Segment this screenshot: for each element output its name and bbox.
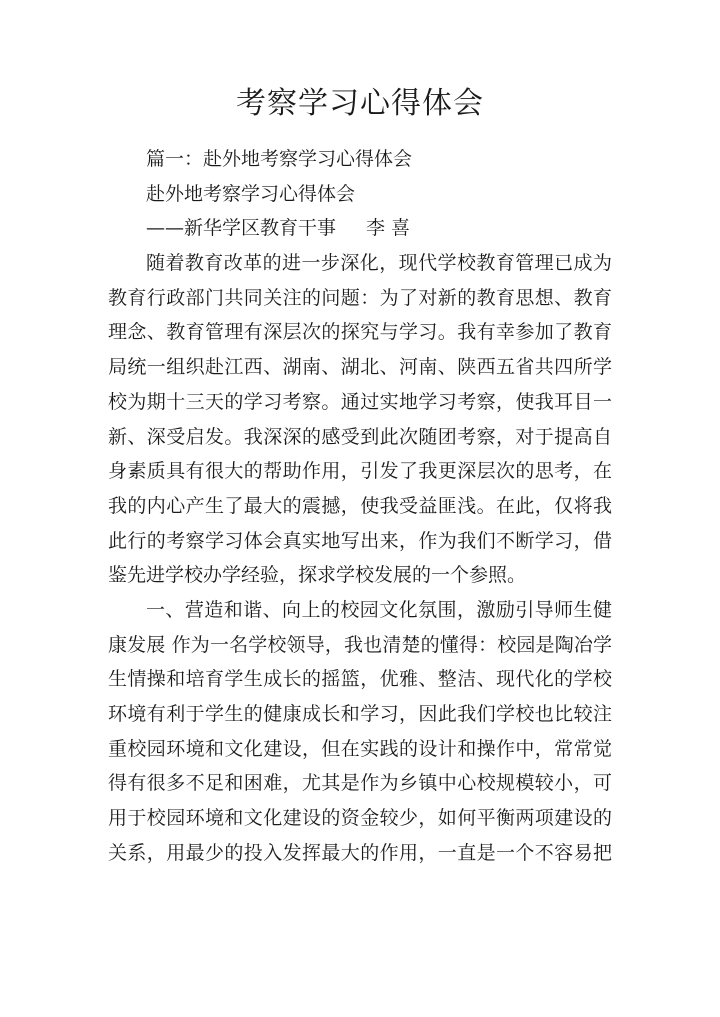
paragraph-1 xyxy=(108,246,612,593)
paragraph-2 xyxy=(108,593,612,871)
paragraph-line: 理念、教育管理有深层次的探究与学习。我有幸参加了教育 xyxy=(108,321,612,344)
paragraph-line: 生情操和培育学生成长的摇篮，优雅、整洁、现代化的学校 xyxy=(108,668,612,691)
paragraph-line: 重校园环境和文化建设，但在实践的设计和操作中，常常觉 xyxy=(108,737,612,760)
document-title: 考察学习心得体会 xyxy=(236,86,484,121)
paragraph-line: 环境有利于学生的健康成长和学习，因此我们学校也比较注 xyxy=(108,703,612,725)
paragraph-line: 我的内心产生了最大的震撼，使我受益匪浅。在此，仅将我 xyxy=(108,494,612,517)
document-body xyxy=(108,142,612,870)
paragraph-line: 关系，用最少的投入发挥最大的作用，一直是一个不容易把 xyxy=(108,841,612,864)
author-prefix: ——新华学区教育干事 xyxy=(146,217,337,240)
author-name: 李 喜 xyxy=(366,217,411,240)
chapter-label: 篇一：赴外地考察学习心得体会 xyxy=(146,148,413,170)
paragraph-line: 一、营造和谐、向上的校园文化氛围，激励引导师生健 xyxy=(146,598,612,621)
paragraph-line: 局统一组织赴江西、湖南、湖北、河南、陕西五省共四所学 xyxy=(108,356,612,379)
paragraph-line: 用于校园环境和文化建设的资金较少，如何平衡两项建设的 xyxy=(108,807,612,830)
paragraph-line: 新、深受启发。我深深的感受到此次随团考察，对于提高自 xyxy=(108,425,612,448)
paragraph-line: 校为期十三天的学习考察。通过实地学习考察，使我耳目一 xyxy=(108,390,612,413)
paragraph-line: 鉴先进学校办学经验，探求学校发展的一个参照。 xyxy=(108,564,527,587)
paragraph-line: 康发展 作为一名学校领导，我也清楚的懂得：校园是陶冶学 xyxy=(108,633,612,656)
author-line xyxy=(108,211,612,246)
paragraph-line: 此行的考察学习体会真实地写出来，作为我们不断学习，借 xyxy=(108,529,612,552)
document-subtitle: 赴外地考察学习心得体会 xyxy=(146,182,356,205)
paragraph-line: 得有很多不足和困难，尤其是作为乡镇中心校规模较小，可 xyxy=(108,772,612,795)
paragraph-line: 随着教育改革的进一步深化，现代学校教育管理已成为 xyxy=(146,252,612,275)
paragraph-line: 身素质具有很大的帮助作用，引发了我更深层次的思考，在 xyxy=(108,460,612,483)
paragraph-line: 教育行政部门共同关注的问题：为了对新的教育思想、教育 xyxy=(108,286,612,309)
